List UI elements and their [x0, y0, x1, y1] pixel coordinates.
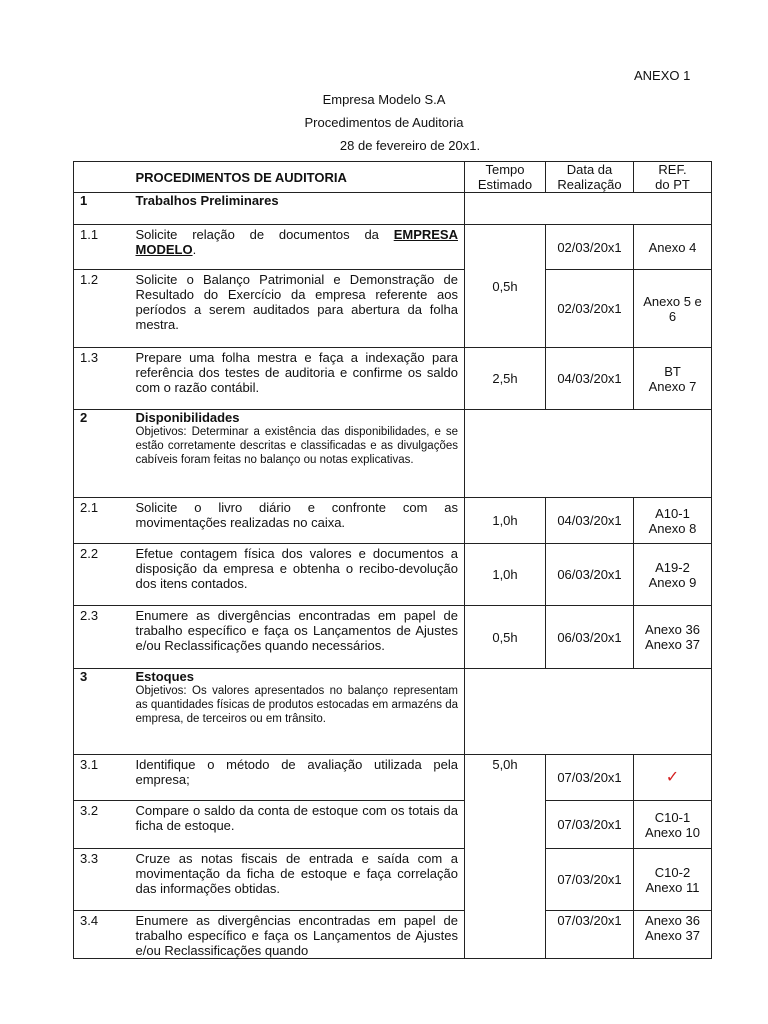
table-header-row — [74, 162, 712, 193]
section-title: Trabalhos Preliminares — [131, 193, 465, 225]
document-date: 28 de fevereiro de 20x1. — [339, 138, 481, 153]
item-ref: Anexo 36 Anexo 37 — [634, 606, 712, 669]
item-ref: BT Anexo 7 — [634, 348, 712, 410]
item-time: 2,5h — [465, 348, 546, 410]
document-title: Procedimentos de Auditoria — [304, 115, 464, 130]
item-time: 0,5h — [465, 606, 546, 669]
item-date: 07/03/20x1 — [546, 755, 634, 801]
section-row — [74, 410, 712, 498]
column-header-date: Data da Realização — [546, 162, 634, 193]
item-number: 1.2 — [74, 270, 131, 348]
item-date: 04/03/20x1 — [546, 348, 634, 410]
item-description: Prepare uma folha mestra e faça a indexação para referência dos testes de auditoria e confirme os saldo com o razão contábil. — [131, 348, 465, 410]
item-description: Solicite o livro diário e confronte com as movimentações realizadas no caixa. — [131, 498, 465, 544]
item-number: 2.2 — [74, 544, 131, 606]
column-header-procedures: PROCEDIMENTOS DE AUDITORIA — [131, 162, 465, 193]
item-ref: Anexo 5 e 6 — [634, 270, 712, 348]
item-number: 3.4 — [74, 911, 131, 959]
item-date: 07/03/20x1 — [546, 911, 634, 959]
item-ref: Anexo 36 Anexo 37 — [634, 911, 712, 959]
table-row — [74, 911, 712, 959]
section-title: Disponibilidades — [135, 410, 240, 425]
item-date: 07/03/20x1 — [546, 849, 634, 911]
section-objective: Objetivos: Os valores apresentados no balanço representam as quantidades físicas de produtos estocadas em armazéns da empresa, de terceiros ou em trânsito. — [135, 685, 458, 725]
section-row — [74, 669, 712, 755]
item-date: 06/03/20x1 — [546, 544, 634, 606]
section-title: Estoques — [135, 669, 195, 684]
item-time: 1,0h — [465, 544, 546, 606]
item-ref: Anexo 4 — [634, 225, 712, 270]
item-number: 3.1 — [74, 755, 131, 801]
column-header-ref: REF. do PT — [634, 162, 712, 193]
item-time: 0,5h — [465, 225, 546, 348]
item-ref — [634, 755, 712, 801]
item-date: 04/03/20x1 — [546, 498, 634, 544]
item-number: 2.3 — [74, 606, 131, 669]
table-row — [74, 544, 712, 606]
company-name: Empresa Modelo S.A — [322, 92, 446, 107]
item-description: Enumere as divergências encontradas em papel de trabalho específico e faça os Lançamentos de Ajustes e/ou Reclassificações quando necessários. — [131, 606, 465, 669]
table-row — [74, 498, 712, 544]
item-ref: A19-2 Anexo 9 — [634, 544, 712, 606]
item-date: 02/03/20x1 — [546, 270, 634, 348]
table-row — [74, 225, 712, 270]
annex-label: ANEXO 1 — [634, 68, 691, 83]
table-row — [74, 348, 712, 410]
table-row — [74, 270, 712, 348]
item-number: 3.3 — [74, 849, 131, 911]
item-description: Identifique o método de avaliação utilizada pela empresa; — [131, 755, 465, 801]
item-date: 06/03/20x1 — [546, 606, 634, 669]
item-description: Enumere as divergências encontradas em papel de trabalho específico e faça os Lançamentos de Ajustes e/ou Reclassificações quando — [131, 911, 465, 959]
table-row — [74, 606, 712, 669]
item-time: 5,0h — [465, 755, 546, 959]
item-ref: C10-2 Anexo 11 — [634, 849, 712, 911]
item-description: Cruze as notas fiscais de entrada e saída com a movimentação da ficha de estoque e faça correlação das informações obtidas. — [131, 849, 465, 911]
section-number: 1 — [74, 193, 131, 225]
table-row — [74, 755, 712, 801]
item-description: Efetue contagem física dos valores e documentos a disposição da empresa e obtenha o recibo-devolução dos itens contados. — [131, 544, 465, 606]
item-number: 3.2 — [74, 801, 131, 849]
section-number: 2 — [74, 410, 131, 498]
table-row — [74, 849, 712, 911]
table-row — [74, 801, 712, 849]
audit-procedures-table — [73, 161, 712, 959]
item-ref: A10-1 Anexo 8 — [634, 498, 712, 544]
item-description: Compare o saldo da conta de estoque com os totais da ficha de estoque. — [131, 801, 465, 849]
check-mark-icon: ✓ — [665, 769, 680, 786]
item-description: Solicite o Balanço Patrimonial e Demonstração de Resultado do Exercício da empresa referente aos períodos a serem auditados para abertura da folha mestra. — [131, 270, 465, 348]
section-objective: Objetivos: Determinar a existência das disponibilidades, e se estão corretamente descritas e classificadas e as divulgações cabíveis foram feitas no balanço ou notas explicativas. — [135, 426, 458, 466]
item-ref: C10-1 Anexo 10 — [634, 801, 712, 849]
item-date: 02/03/20x1 — [546, 225, 634, 270]
item-number: 1.1 — [74, 225, 131, 270]
item-date: 07/03/20x1 — [546, 801, 634, 849]
section-row — [74, 193, 712, 225]
section-number: 3 — [74, 669, 131, 755]
item-number: 2.1 — [74, 498, 131, 544]
column-header-time: Tempo Estimado — [465, 162, 546, 193]
item-number: 1.3 — [74, 348, 131, 410]
item-time: 1,0h — [465, 498, 546, 544]
item-description: Solicite relação de documentos da EMPRESA MODELO. — [131, 225, 465, 270]
